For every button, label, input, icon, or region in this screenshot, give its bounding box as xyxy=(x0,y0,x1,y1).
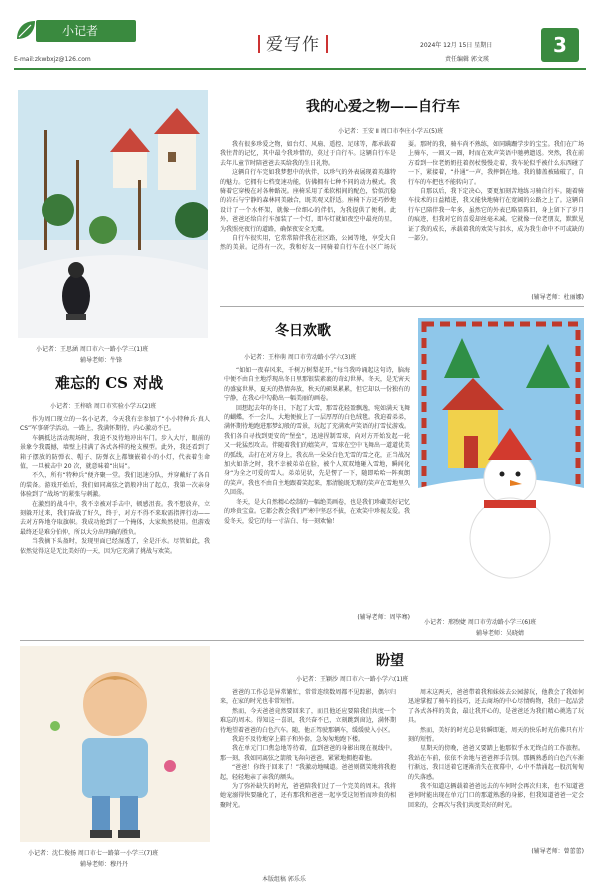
boy-drawing xyxy=(20,646,210,842)
column-logo xyxy=(14,18,134,44)
leaf-icon xyxy=(14,18,38,42)
paragraph: 然而，今天爸爸竟然要回来了，而且他还应要陪我们共度一个难忘的周末。得知这一喜讯，我兴奋不已，立刻跳到窗边，满怀期待地望着爸爸的白色汽车。随，他正驾驶那辆车，缓缓驶入小区。 xyxy=(220,707,396,734)
bicycle-byline: 小记者：王安 Ⅱ 周口市李庄小学五(5)班 xyxy=(338,128,444,135)
paragraph: 然而，美好的时光总是转瞬即逝，周天的快乐时光仿佛只有片刻的短暂。 xyxy=(408,726,584,744)
paragraph: 回想起去年的冬日，下起了大雪，那雪花轻盈飘逸，宛如满天飞舞的蝴蝶，不一会儿，大地便披上了一层厚厚的白色绒毯。我迫着弟弟，满怀期待地跑进那梦幻般的雪景，玩起了充满欢声笑语的打雪仗游戏。我们各自寻找到更安的“堡垒”，迅速捏制雪球，向对方开始发起一轮又一轮猛烈攻击。伴随着我们的嬉笑声，雪球在空中飞舞出一道道优美的弧线，击打在对方身上，我衣出一朵朵白色无雪的雪之花，正当战况加火如荼之时，我不幸被弟弟在脸，被个人双双地砸入雪地，瞬间化身“为全之可爱的雪人。弟弟见状，先是愣了一下，随即哈哈一阵爽朗的笑声。我也不由自主地跟着笑起来，那清脆既无瑕的笑声在雪地里久久回荡。 xyxy=(224,404,410,497)
paragraph: 这辆自行车完如我梦想中的伙伴，以珍气的外表展现着英雄特的魅力。它拥有七档变速功能，仿佛拥有七种不同的动力模式。我骑着它穿梭在对各种路况。座椅采用了柔软相间的配色，恰似沉稳的岩石与宁静的森林同美融合，既美观又舒适。座椅下方还巧妙地设计了一个水杯架，就像一位细心的伴侣，为我提供了便利。此外，爸爸还给自行车加装了一个灯，即车灯就如夜空中最亮的星，为我照亮夜行的道路，确保夜安全无虞。 xyxy=(220,169,396,233)
issue-date: 2024年 12月 15日 星期日 xyxy=(420,42,493,49)
section-divider xyxy=(220,306,584,307)
winter-byline: 小记者：王梓萌 周口市劳动路小学六(3)班 xyxy=(244,354,357,361)
header-divider xyxy=(14,68,586,70)
cs-byline: 小记者：王梓晗 周口市实验小学五(2)班 xyxy=(50,403,157,410)
paragraph: 不久，所有“特种兵”便齐聚一堂。我们迅速分队，并穿戴好了各自的装备。游戏开始后，我们如同离弦之箭般冲出了起点，我第一次亲身体验到了“战场”的紧张与刺激。 xyxy=(20,472,210,499)
section-title: 爱写作 xyxy=(266,35,320,55)
bicycle-body xyxy=(220,140,584,288)
caption-winter-drawing: 小记者：邢煦婕 周口市劳动路小学三(6)班 xyxy=(424,619,537,626)
contact-email: E-mail:zkwbxjz@126.com xyxy=(14,56,91,63)
paragraph: “爸爸！你终于回来了！”我激动地喊道。爸爸则微笑地将我抱起，轻轻地亲了亲我的额头。 xyxy=(220,764,396,781)
paragraph: 在激烈的战斗中，我不幸被对手击中，顿感沮丧。我不想放弃，立刻躲开过来，我们奋战了好久，终于，对方不得不来取需指挥行动——去对方阵地夺取旗帜。我成功抢到了一个掩体，大家焕然使用。但游戏最终还是难分伯仲，所以大分出明确的胜负。 xyxy=(20,500,210,536)
paragraph: “如如一夜春风来，千树万树梨花开。”每当我吟诵起这句诗，脑海中便不由自主地浮现出冬日里那银装素裹的奇幻世界。冬天，是无害天的盛宴世界，夏天的热情奔放，秋天的硕果累累，但它却以一份独有的宁静，在我心中勾勒出一幅美丽的画卷。 xyxy=(224,367,410,403)
section-title-wrap xyxy=(252,30,334,55)
paragraph: 我在单元门口焦急地等待着，直到爸爸的身影出现在视线中。那一刻，我如同离弦之箭般飞奔向爸爸，紧紧地拥抱着他。 xyxy=(220,745,396,762)
paragraph: 自行车很实用，它常常陪伴我在社区路，公园等地，享受大自然的美景。记得有一次，我和好友一同骑着自行车在小区广场玩耍。那时的我，骑车尚不熟练，如同蹒跚学步的宝宝。我们在广场上骑车，一圈又一圈，时而在欢声笑语中驰骋遗返。突然，我在前方看到一位老奶奶拄着拐杖慢慢走着，我车轮似乎被什么东西碰了一下，紧接着，“扑通”一声，我摔倒在地。我的膝盖被磕破了，自行车的车把也不能转向了。 xyxy=(220,141,584,252)
page-number: 3 xyxy=(541,28,579,62)
caption-boy-drawing-tutor: 辅导老师：穆丹丹 xyxy=(80,861,129,868)
cs-body xyxy=(20,415,210,621)
cs-title: 难忘的 CS 对战 xyxy=(55,374,164,392)
winter-tutor: (辅导老师：周毕骞) xyxy=(357,614,410,621)
hope-byline: 小记者：王颖沙 周口市六一路小学六(1)班 xyxy=(296,676,409,683)
caption-girl-drawing-tutor: 辅导老师：牛锋 xyxy=(80,357,123,364)
paragraph: 星期天的傍晚，爸爸又要踏上他那似乎永无终点的工作旅程。我站在车前，依依不舍地与爸爸挥手告别。那辆熟悉的白色汽车渐行渐远，我目送着它逐渐消失在夜幕中，心中不禁涌起一股沉甸甸的失落感。 xyxy=(408,745,584,781)
winter-drawing xyxy=(418,318,584,604)
paragraph: 我有很多珍爱之物，如台灯、风扇、遥控、足球等，都承载着我往昔的记忆，其中最令我珍惜的，莫过于自行车。这辆自行车是去年儿童节时陪爸爸去买给我的生日礼物。 xyxy=(220,141,396,167)
paragraph: 为了弥补缺失的时光，爸爸陪我们过了一个完美的周末。我将她宠溺得快要融化了，还有那我和爸爸一起享受这短暂而珍贵的相聚时光。 xyxy=(220,783,396,809)
winter-title: 冬日欢歌 xyxy=(275,323,331,339)
column-name: 小记者 xyxy=(36,20,136,42)
caption-girl-drawing: 小记者：王思涵 周口市六一路小学三(1)班 xyxy=(36,346,149,353)
paragraph: 我迫不及待地穿上鞋子和外套，急匆匆地跑下楼。 xyxy=(232,736,365,744)
girl-drawing xyxy=(18,90,208,338)
winter-body xyxy=(224,366,410,610)
paragraph: 冬天，是大自然精心绘制的一幅绝美画卷，也是我们珍藏美好记忆的珍贵宝盒。它都会教会我们严寒中坚忍不拔，在欢笑中珍视友爱。我爱冬天，爱它的每一寸洁白、每一刻欢愉！ xyxy=(224,498,410,525)
section-divider xyxy=(20,640,584,641)
caption-boy-drawing: 小记者：沈仁俊扬 周口市七一路第一小学三(7)班 xyxy=(28,850,159,857)
paragraph: 我不知道这辆载着爸爸远去的车何时会再次归来，也不知道爸爸何时能出现在单元门口的那道熟悉的身影，但我知道爸爸一定会回来的，会再次与我们共度美好的时光。 xyxy=(408,783,584,809)
page-footer: 本版组稿 郭乐乐 xyxy=(262,876,306,883)
paragraph: 作为周口现立的一名小记者，今天我有幸参加了“小小特种兵·真人 CS”军事研学活动。一路上，我满怀期待，内心激动不已。 xyxy=(20,416,210,433)
hope-tutor: (辅导老师：曾蕾蕾) xyxy=(531,848,584,855)
paragraph: 当我摘下头盔时，发现里面已经湿透了，全是汗水。尽管如此，我依然觉得这是无比美好的一天，因为它充满了挑战与欢笑。 xyxy=(20,538,210,555)
hope-title: 盼望 xyxy=(376,653,404,669)
paragraph: 车辆抵达活动现场时，我迫不及待地冲出车门。步入大厅，眼前的景象令我震撼，墙壁上挂满了各式各样的枪支模型。此外，我还看到了箱子摆放的防弹衣、帽子、防弹衣上都镶嵌着小的小灯，代表着生命值，一旦被击中 20 次，就意味着“出局”。 xyxy=(20,434,210,471)
hope-body xyxy=(220,688,584,842)
paragraph: 自那以后，我下定决心，要更加刻苦地练习骑自行车。随着骑车技术的日益精进，我又能快地骑行在宽阔的公路之上了。这辆自行车已陪伴我一年多，虽然它的外表已略显陈旧，身上留下了岁月的痕迹，但我对它的喜爱却丝毫未减。它就像一位老朋友，默默见证了我的成长，承载着我的欢笑与泪水，成为我生命中不可或缺的一部分。 xyxy=(408,188,584,243)
caption-winter-drawing-tutor: 辅导老师：吴晓婧 xyxy=(476,630,525,637)
paragraph: 周末这两天，爸爸带着我和妹妹去公园游玩，他教会了我如何迅速掌握了骑车的技巧，还去商场的中心尽情购物，我们一起品尝了各式各样的美食，最让我开心的，是爸爸还为我们精心挑选了玩具。 xyxy=(408,689,584,725)
paragraph: 爸爸的工作总是异常繁忙，常常连续数周都不见踪影，偶尔归来，在家的时光也非常短暂。 xyxy=(220,689,396,706)
bicycle-tutor: (辅导老师：杜丽娜) xyxy=(531,294,584,301)
responsible-editor: 责任编辑 郭文瑛 xyxy=(445,56,489,63)
bicycle-title: 我的心爱之物——自行车 xyxy=(306,99,460,115)
